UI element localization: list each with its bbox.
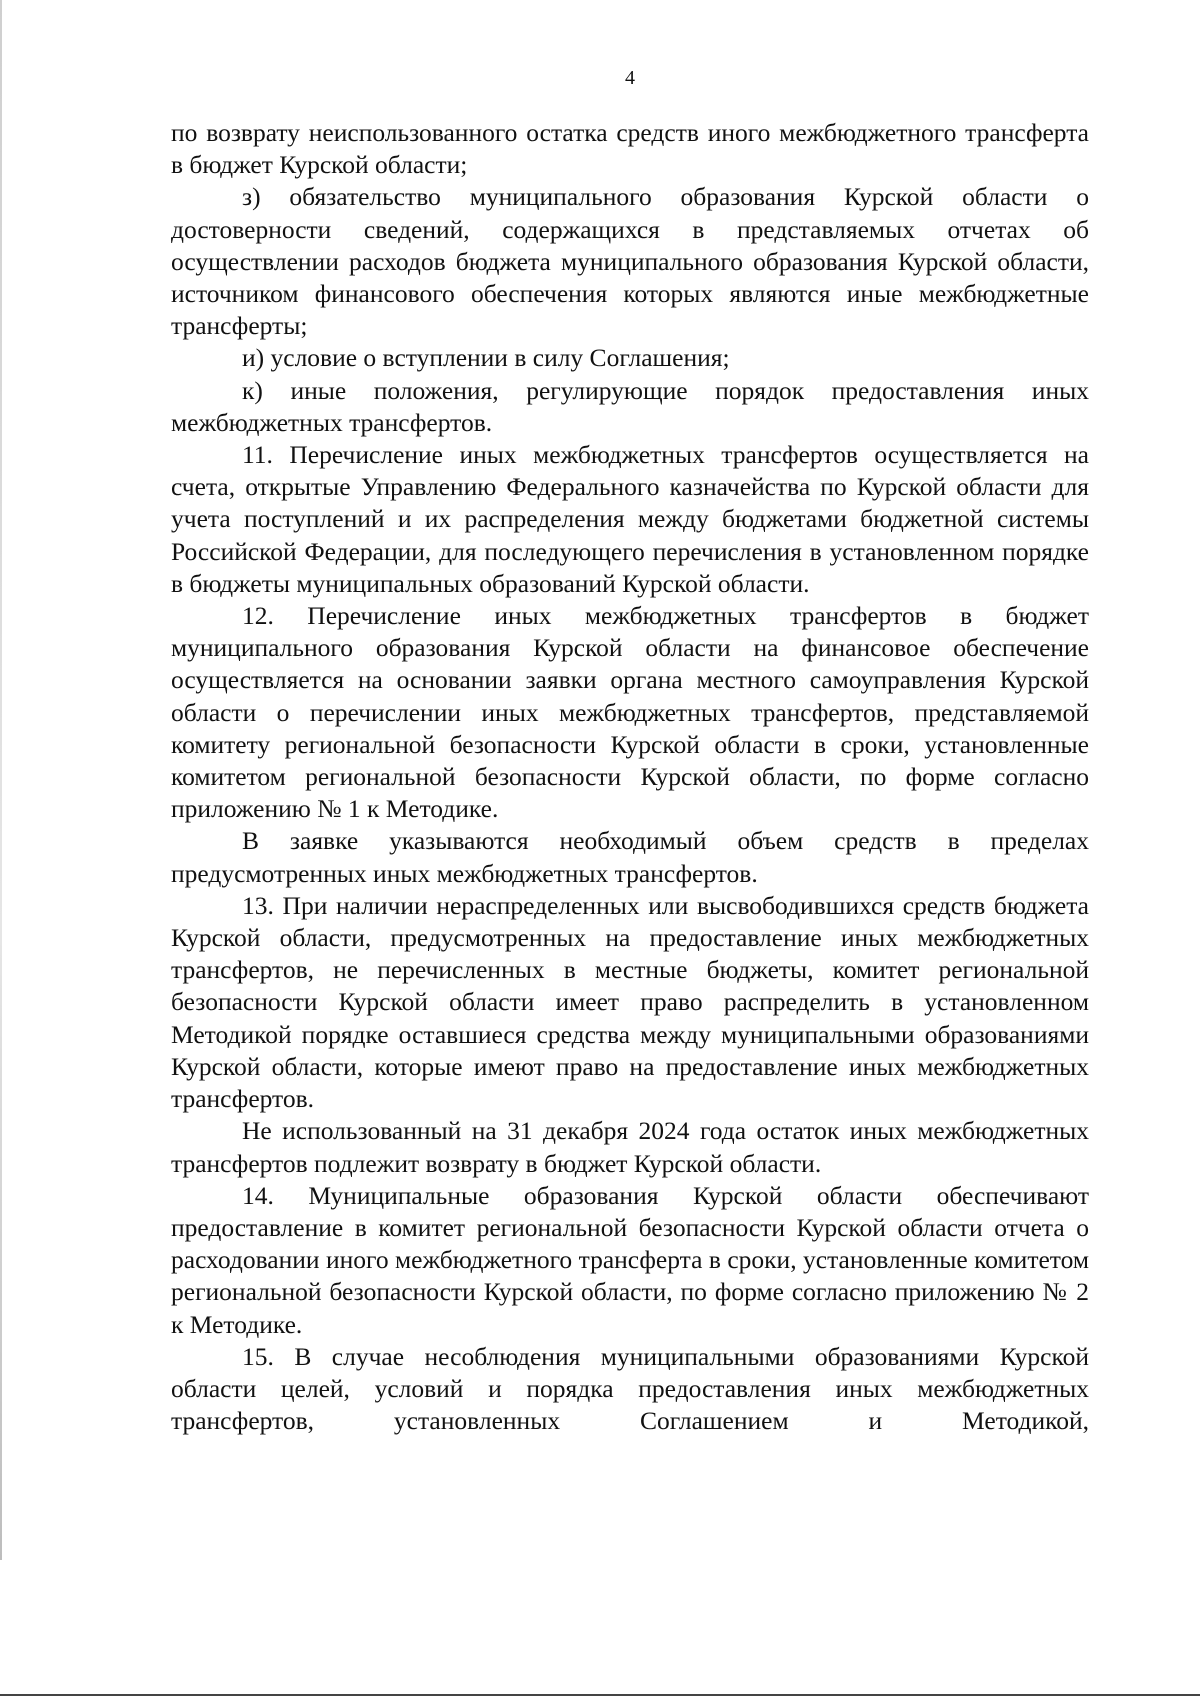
paragraph-clause-13: 13. При наличии нераспределенных или высвободившихся средств бюджета Курской области, предусмотренных на предоставление иных межбюджетных трансфертов, не перечисленных в местные бюджеты, комитет региональной безопасности Курской области имеет право распределить в установленном Методикой порядке оставшиеся средства между муниципальными образованиями Курской области, которые имеют право на предоставление иных межбюджетных трансфертов. [171, 890, 1089, 1114]
paragraph-item-i: и) условие о вступлении в силу Соглашения; [242, 343, 730, 373]
paragraph-clause-14: 14. Муниципальные образования Курской области обеспечивают предоставление в комитет региональной безопасности Курской области отчета о расходовании иного межбюджетного трансферта в сроки, установленные комитетом региональной безопасности Курской области, по форме согласно приложению № 2 к Методике. [171, 1180, 1089, 1339]
scan-left-edge [0, 0, 2, 1560]
paragraph-return-remainder: по возврату неиспользованного остатка средств иного межбюджетного трансферта в бюджет Курской области; [171, 118, 1089, 180]
paragraph-clause-11: 11. Перечисление иных межбюджетных трансфертов осуществляется на счета, открытые Управлению Федерального казначейства по Курской области для учета поступлений и их распределения между бюджетами бюджетной системы Российской Федерации, для последующего перечисления в установленном порядке в бюджеты муниципальных образований Курской области. [171, 440, 1089, 598]
paragraph-application-contents: В заявке указываются необходимый объем средств в пределах предусмотренных иных межбюджетных трансфертов. [171, 826, 1089, 888]
paragraph-clause-12: 12. Перечисление иных межбюджетных трансфертов в бюджет муниципального образования Курской области на финансовое обеспечение осуществляется на основании заявки органа местного самоуправления Курской области о перечислении иных межбюджетных трансфертов, представляемой комитету региональной безопасности Курской области в сроки, установленные комитетом региональной безопасности Курской области, по форме согласно приложению № 1 к Методике. [171, 601, 1089, 824]
page-number: 4 [625, 67, 635, 89]
paragraph-clause-15: 15. В случае несоблюдения муниципальными образованиями Курской области целей, условий и порядка предоставления иных межбюджетных трансфертов, установленных Соглашением и Методикой, [171, 1341, 1089, 1436]
paragraph-item-k: к) иные положения, регулирующие порядок предоставления иных межбюджетных трансфертов. [171, 375, 1089, 437]
paragraph-unused-remainder: Не использованный на 31 декабря 2024 года остаток иных межбюджетных трансфертов подлежит возврату в бюджет Курской области. [171, 1116, 1089, 1178]
document-body [171, 117, 1089, 1437]
paragraph-item-z: з) обязательство муниципального образования Курской области о достоверности сведений, содержащихся в представляемых отчетах об осуществлении расходов бюджета муниципального образования Курской области, источником финансового обеспечения которых являются иные межбюджетные трансферты; [171, 182, 1089, 341]
scan-bottom-edge [0, 1694, 1200, 1696]
